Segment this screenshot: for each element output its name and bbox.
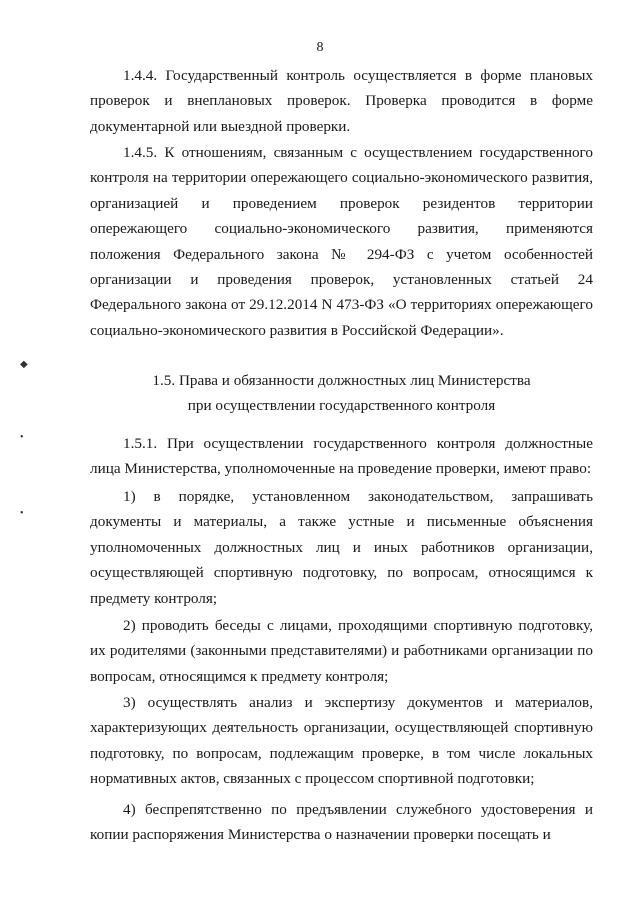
list-item-2 xyxy=(90,613,593,689)
paragraph-text: 1) в порядке, установленном законодательством, запрашивать документы и материалы, а также устные и письменные объяснения уполномоченных должностных лиц и иных работников организации, осуществляющей спортивную подготовку, по вопросам, относящимся к предмету контроля; xyxy=(90,488,593,607)
page-number: 8 xyxy=(316,40,324,55)
list-item-3 xyxy=(90,690,593,792)
section-heading xyxy=(90,368,593,419)
paragraph-1-4-5 xyxy=(90,140,593,343)
section-heading-line-2: при осуществлении государственного контроля xyxy=(187,397,496,415)
margin-mark: ◆ xyxy=(20,359,28,370)
paragraph-text: 4) беспрепятственно по предъявлении служебного удостоверения и копии распоряжения Министерства о назначении проверки посещать и xyxy=(90,801,593,844)
paragraph-text: 2) проводить беседы с лицами, проходящими спортивную подготовку, их родителями (законными представителями) и работниками организации по вопросам, относящимся к предмету контроля; xyxy=(90,617,593,685)
paragraph-1-4-4 xyxy=(90,63,593,139)
paragraph-text: 1.5.1. При осуществлении государственного контроля должностные лица Министерства, уполномоченные на проведение проверки, имеют право: xyxy=(90,435,593,478)
paragraph-text: 1.4.4. Государственный контроль осуществляется в форме плановых проверок и внеплановых проверок. Проверка проводится в форме документарной или выездной проверки. xyxy=(90,67,593,135)
margin-mark: • xyxy=(20,508,24,519)
paragraph-1-5-1 xyxy=(90,431,593,482)
margin-mark: • xyxy=(20,432,24,443)
section-heading-line-1: 1.5. Права и обязанности должностных лиц Министерства xyxy=(152,372,531,389)
paragraph-text: 3) осуществлять анализ и экспертизу документов и материалов, характеризующих деятельность организации, осуществляющей спортивную подготовку, по вопросам, подлежащим проверке, в том числе локальных нормативных актов, связанных с процессом спортивной подготовки; xyxy=(90,694,593,788)
list-item-1 xyxy=(90,484,593,611)
paragraph-text: 1.4.5. К отношениям, связанным с осуществлением государственного контроля на территории опережающего социально-экономического развития, организацией и проведением проверок резидентов территории опережающего социально-экономического развития, применяются положения Федерального закона № 294-ФЗ с учетом особенностей организации и проведения проверок, установленных статьей 24 Федерального закона от 29.12.2014 N 473-ФЗ «О территориях опережающего социально-экономического развития в Российской Федерации». xyxy=(90,144,593,339)
list-item-4 xyxy=(90,797,593,848)
